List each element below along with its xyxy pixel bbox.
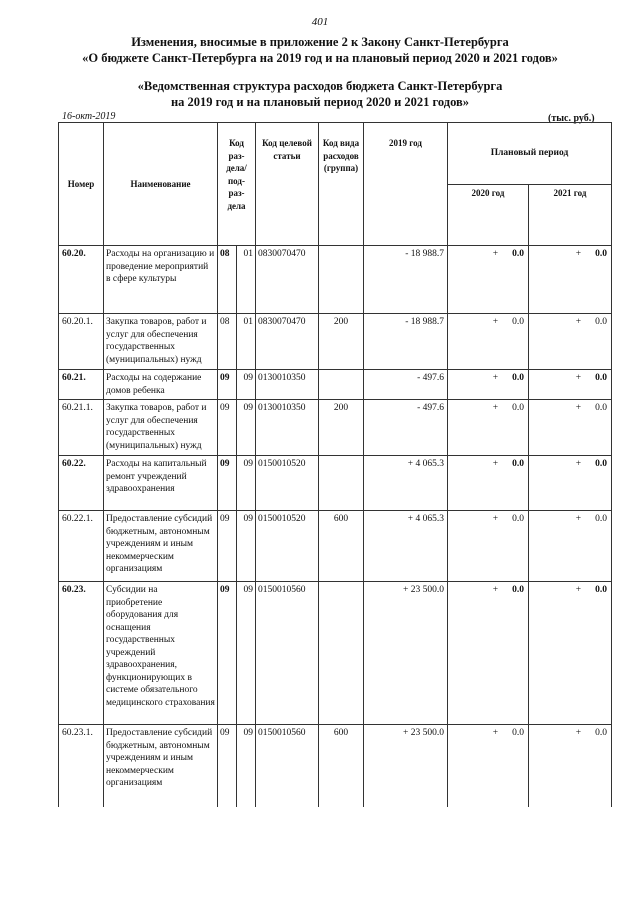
header-2019: 2019 год — [364, 123, 448, 246]
row-target-code: 0830070470 — [256, 314, 319, 370]
row-number: 60.20.1. — [59, 314, 104, 370]
row-2020 — [448, 511, 529, 582]
header-section-code: Код раз- дела/ под- раз- дела — [218, 123, 256, 246]
row-2021 — [529, 370, 612, 400]
row-2021-value: 0.0 — [595, 728, 607, 738]
row-section: 08 — [218, 314, 237, 370]
table-row — [59, 456, 612, 511]
row-2021-sign: + — [575, 317, 582, 327]
row-number: 60.23. — [59, 582, 104, 725]
table-body — [59, 246, 612, 807]
row-2020 — [448, 456, 529, 511]
table-row — [59, 246, 612, 314]
row-subsection: 09 — [237, 725, 256, 807]
table-row — [59, 582, 612, 725]
row-2020-sign: + — [492, 403, 499, 413]
row-2020-sign: + — [492, 249, 499, 259]
header-2020: 2020 год — [448, 184, 529, 246]
row-2019: - 18 988.7 — [364, 246, 448, 314]
row-section: 09 — [218, 370, 237, 400]
row-name: Субсидии на приобретение оборудования для оснащения государственных учреждений здравоохранения, функционирующих в системе обязательного медицинского страхования — [104, 582, 218, 725]
row-section: 09 — [218, 725, 237, 807]
document-subtitle — [0, 78, 640, 110]
row-2020 — [448, 582, 529, 725]
row-expense-type — [319, 582, 364, 725]
row-number: 60.23.1. — [59, 725, 104, 807]
row-number: 60.20. — [59, 246, 104, 314]
row-expense-type — [319, 246, 364, 314]
row-2021-value: 0.0 — [595, 249, 607, 259]
row-2019: - 497.6 — [364, 370, 448, 400]
row-name: Расходы на организацию и проведение мероприятий в сфере культуры — [104, 246, 218, 314]
row-2020 — [448, 314, 529, 370]
row-expense-type: 600 — [319, 725, 364, 807]
header-planned-period: Плановый период — [448, 123, 612, 185]
header-2021: 2021 год — [529, 184, 612, 246]
row-2021 — [529, 511, 612, 582]
row-2020-value: 0.0 — [512, 514, 524, 524]
row-subsection: 01 — [237, 246, 256, 314]
row-subsection: 01 — [237, 314, 256, 370]
row-number: 60.21.1. — [59, 400, 104, 456]
row-section: 09 — [218, 582, 237, 725]
row-2021-value: 0.0 — [595, 514, 607, 524]
row-section: 09 — [218, 511, 237, 582]
row-target-code: 0150010520 — [256, 456, 319, 511]
row-name: Расходы на содержание домов ребенка — [104, 370, 218, 400]
header-number: Номер — [59, 123, 104, 246]
row-2021-sign: + — [575, 403, 582, 413]
title-line-2: «О бюджете Санкт-Петербурга на 2019 год и на плановый период 2020 и 2021 годов» — [82, 51, 558, 65]
header-target-code: Код целевой статьи — [256, 123, 319, 246]
row-2020 — [448, 370, 529, 400]
row-2019: - 497.6 — [364, 400, 448, 456]
row-2021-value: 0.0 — [595, 459, 607, 469]
table-row — [59, 725, 612, 807]
row-2019: + 4 065.3 — [364, 511, 448, 582]
document-date: 16-окт-2019 — [62, 111, 116, 122]
row-2020 — [448, 246, 529, 314]
row-target-code: 0150010560 — [256, 725, 319, 807]
row-expense-type — [319, 370, 364, 400]
row-2020-value: 0.0 — [512, 249, 524, 259]
table-row — [59, 400, 612, 456]
title-line-1: Изменения, вносимые в приложение 2 к Закону Санкт-Петербурга — [131, 35, 509, 49]
row-name: Закупка товаров, работ и услуг для обеспечения государственных (муниципальных) нужд — [104, 400, 218, 456]
row-2021-value: 0.0 — [595, 317, 607, 327]
row-target-code: 0150010520 — [256, 511, 319, 582]
row-2021-sign: + — [575, 249, 582, 259]
row-2021 — [529, 456, 612, 511]
table-row — [59, 370, 612, 400]
row-2019: - 18 988.7 — [364, 314, 448, 370]
row-2021-sign: + — [575, 728, 582, 738]
row-2021-value: 0.0 — [595, 373, 607, 383]
row-2019: + 4 065.3 — [364, 456, 448, 511]
row-2020-sign: + — [492, 585, 499, 595]
row-expense-type: 200 — [319, 314, 364, 370]
budget-table — [58, 122, 612, 807]
row-2020-value: 0.0 — [512, 403, 524, 413]
row-2020-value: 0.0 — [512, 317, 524, 327]
document-title — [0, 34, 640, 66]
row-expense-type — [319, 456, 364, 511]
row-2021 — [529, 725, 612, 807]
row-2021-sign: + — [575, 459, 582, 469]
row-2021-sign: + — [575, 585, 582, 595]
row-2020-sign: + — [492, 728, 499, 738]
row-2020-value: 0.0 — [512, 459, 524, 469]
row-2021-sign: + — [575, 373, 582, 383]
row-2020-sign: + — [492, 317, 499, 327]
table-row — [59, 511, 612, 582]
row-expense-type: 200 — [319, 400, 364, 456]
row-subsection: 09 — [237, 400, 256, 456]
row-2020-sign: + — [492, 459, 499, 469]
row-target-code: 0150010560 — [256, 582, 319, 725]
header-name: Наименование — [104, 123, 218, 246]
row-2021-sign: + — [575, 514, 582, 524]
row-subsection: 09 — [237, 370, 256, 400]
table-header — [59, 123, 612, 246]
row-2020-value: 0.0 — [512, 373, 524, 383]
page-number: 401 — [311, 16, 329, 28]
row-2019: + 23 500.0 — [364, 725, 448, 807]
row-target-code: 0130010350 — [256, 370, 319, 400]
row-number: 60.22.1. — [59, 511, 104, 582]
row-2021 — [529, 246, 612, 314]
row-section: 08 — [218, 246, 237, 314]
row-2020 — [448, 400, 529, 456]
row-subsection: 09 — [237, 456, 256, 511]
row-name: Расходы на капитальный ремонт учреждений здравоохранения — [104, 456, 218, 511]
header-expense-type: Код вида расходов (группа) — [319, 123, 364, 246]
row-target-code: 0830070470 — [256, 246, 319, 314]
subtitle-line-2: на 2019 год и на плановый период 2020 и 2021 годов» — [170, 95, 470, 109]
row-2021-value: 0.0 — [595, 585, 607, 595]
row-subsection: 09 — [237, 511, 256, 582]
subtitle-line-1: «Ведомственная структура расходов бюджета Санкт-Петербурга — [137, 79, 503, 93]
row-target-code: 0130010350 — [256, 400, 319, 456]
row-name: Закупка товаров, работ и услуг для обеспечения государственных (муниципальных) нужд — [104, 314, 218, 370]
row-2020-sign: + — [492, 514, 499, 524]
row-2020-sign: + — [492, 373, 499, 383]
units-label: (тыс. руб.) — [548, 113, 595, 124]
row-section: 09 — [218, 456, 237, 511]
row-2019: + 23 500.0 — [364, 582, 448, 725]
row-number: 60.22. — [59, 456, 104, 511]
row-2020-value: 0.0 — [512, 585, 524, 595]
row-name: Предоставление субсидий бюджетным, автономным учреждениям и иным некоммерческим организациям — [104, 511, 218, 582]
table-row — [59, 314, 612, 370]
row-section: 09 — [218, 400, 237, 456]
row-2021 — [529, 400, 612, 456]
row-2020 — [448, 725, 529, 807]
row-name: Предоставление субсидий бюджетным, автономным учреждениям и иным некоммерческим организациям — [104, 725, 218, 807]
row-2021 — [529, 582, 612, 725]
row-2021-value: 0.0 — [595, 403, 607, 413]
row-number: 60.21. — [59, 370, 104, 400]
row-expense-type: 600 — [319, 511, 364, 582]
row-2020-value: 0.0 — [512, 728, 524, 738]
row-subsection: 09 — [237, 582, 256, 725]
row-2021 — [529, 314, 612, 370]
